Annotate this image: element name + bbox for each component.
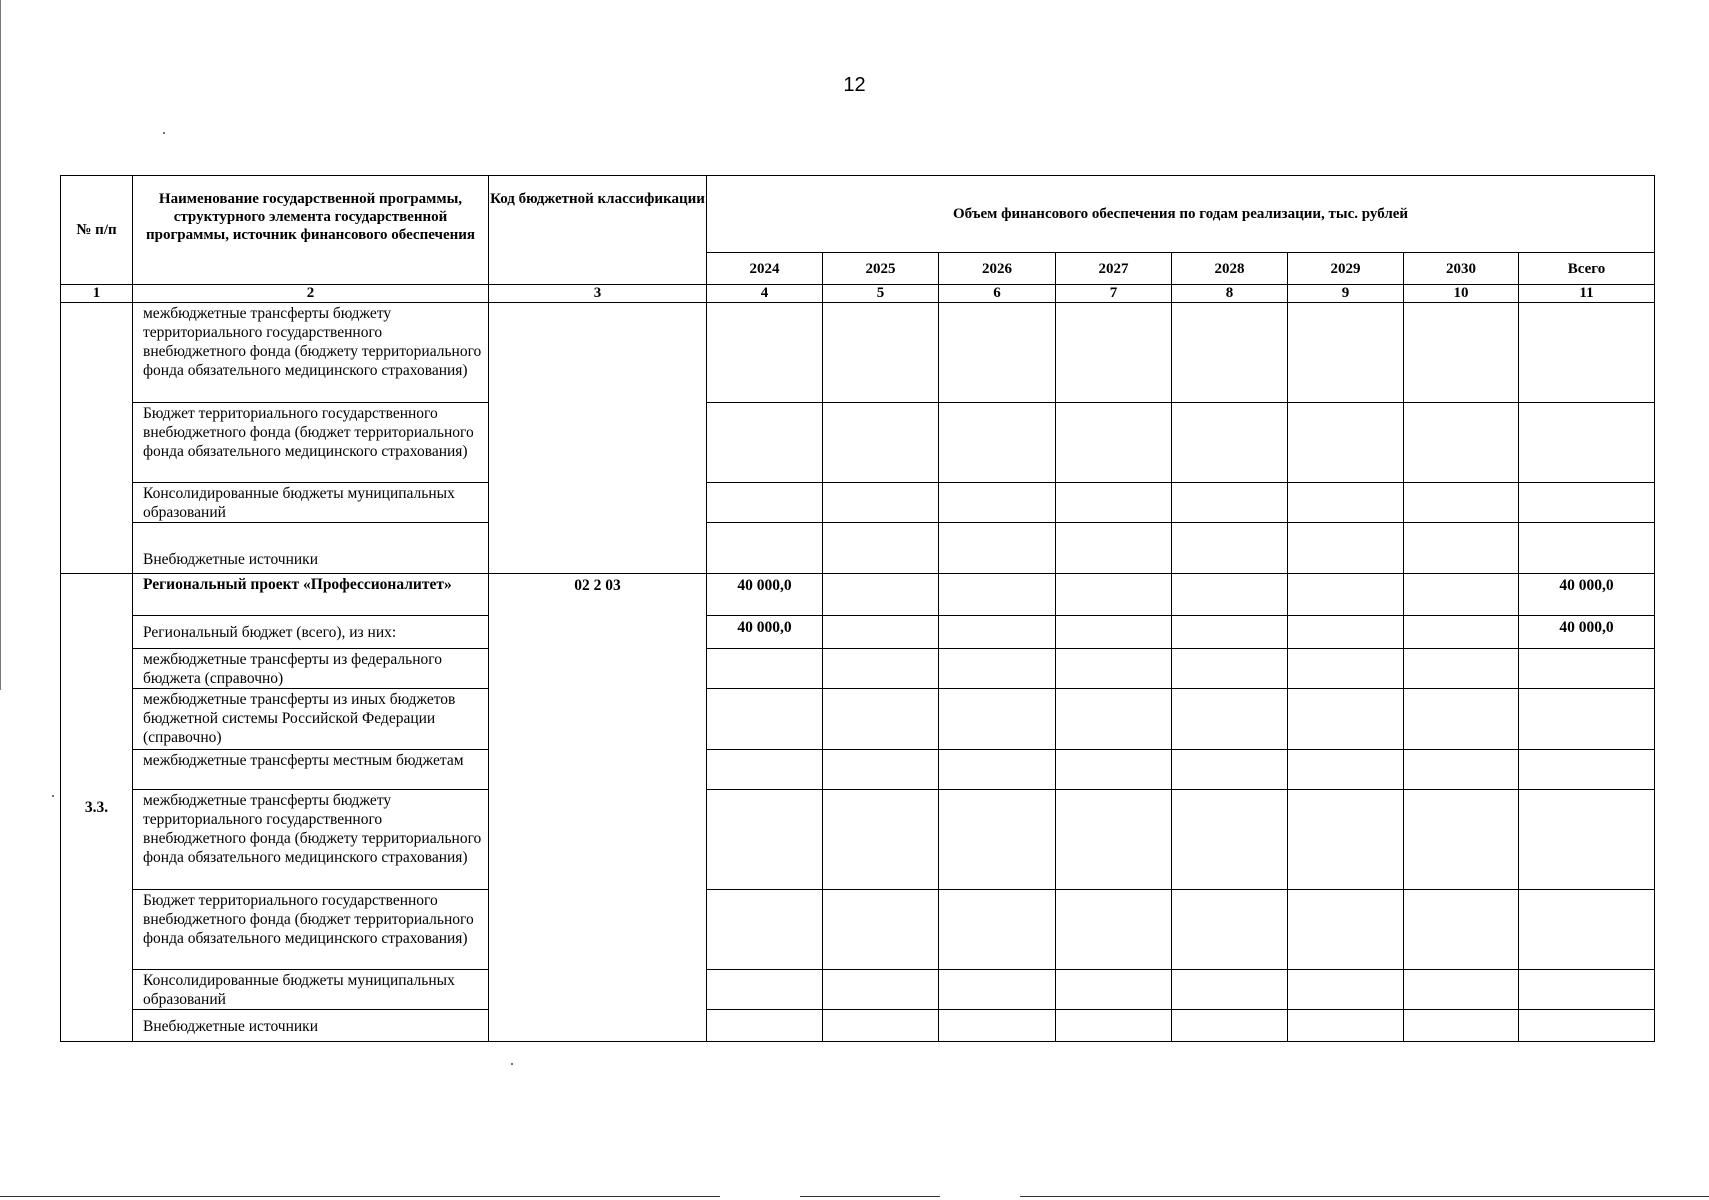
- scan-bottom-line: [1020, 1196, 1709, 1197]
- row-label: Консолидированные бюджеты муниципальных образований: [133, 970, 489, 1010]
- header-year: 2026: [939, 253, 1056, 285]
- code-cell: [489, 303, 707, 574]
- column-number: 10: [1404, 285, 1519, 303]
- column-number: 4: [707, 285, 823, 303]
- table-row: [61, 483, 1655, 523]
- page-number: 12: [843, 74, 866, 96]
- row-label: межбюджетные трансферты местным бюджетам: [133, 750, 489, 790]
- table-row: [61, 1010, 1655, 1042]
- header-code: Код бюджетной классификации: [489, 176, 707, 285]
- table-row: [61, 970, 1655, 1010]
- table-row: [61, 523, 1655, 574]
- row-label: Внебюджетные источники: [133, 1010, 489, 1042]
- row-number: 3.3.: [61, 574, 133, 1042]
- value-2024: 40 000,0: [707, 616, 823, 649]
- scan-speck: [511, 1063, 513, 1065]
- scan-bottom-line: [800, 1196, 940, 1197]
- value-2024: 40 000,0: [707, 574, 823, 616]
- financing-table: [60, 175, 1655, 1042]
- value-total: 40 000,0: [1519, 616, 1655, 649]
- column-number: 5: [823, 285, 939, 303]
- value-total: 40 000,0: [1519, 574, 1655, 616]
- header-year: 2029: [1288, 253, 1404, 285]
- row-label: межбюджетные трансферты из иных бюджетов бюджетной системы Российской Федерации (справочно): [133, 689, 489, 750]
- row-label: Консолидированные бюджеты муниципальных образований: [133, 483, 489, 523]
- column-number: 1: [61, 285, 133, 303]
- column-number: 8: [1172, 285, 1288, 303]
- scan-edge-line: [0, 0, 1, 690]
- row-label: Бюджет территориального государственного внебюджетного фонда (бюджет территориального фонда обязательного медицинского страхования): [133, 890, 489, 970]
- column-number: 9: [1288, 285, 1404, 303]
- table-row: [61, 574, 1655, 616]
- header-number: № п/п: [61, 176, 133, 285]
- header-volume: Объем финансового обеспечения по годам реализации, тыс. рублей: [707, 176, 1655, 253]
- column-number: 3: [489, 285, 707, 303]
- scan-speck: [52, 795, 54, 797]
- header-row: [61, 176, 1655, 253]
- row-label: межбюджетные трансферты из федерального бюджета (справочно): [133, 649, 489, 689]
- table-row: [61, 790, 1655, 890]
- header-total: Всего: [1519, 253, 1655, 285]
- row-number-cell: [61, 303, 133, 574]
- column-number: 2: [133, 285, 489, 303]
- header-year: 2027: [1056, 253, 1172, 285]
- row-label: Внебюджетные источники: [133, 523, 489, 574]
- scan-bottom-line: [0, 1196, 720, 1197]
- header-name: Наименование государственной программы, структурного элемента государственной программы, источник финансового обеспечения: [133, 176, 489, 285]
- column-number-row: [61, 285, 1655, 303]
- row-label: Бюджет территориального государственного внебюджетного фонда (бюджет территориального фонда обязательного медицинского страхования): [133, 403, 489, 483]
- column-number: 7: [1056, 285, 1172, 303]
- scan-speck: [163, 132, 165, 134]
- row-label: межбюджетные трансферты бюджету территориального государственного внебюджетного фонда (бюджету территориального фонда обязательного медицинского страхования): [133, 303, 489, 403]
- table-row: [61, 403, 1655, 483]
- table-row: [61, 303, 1655, 403]
- header-year: 2024: [707, 253, 823, 285]
- budget-code: 02 2 03: [489, 574, 707, 1042]
- header-year: 2028: [1172, 253, 1288, 285]
- table-row: [61, 750, 1655, 790]
- column-number: 6: [939, 285, 1056, 303]
- table-row: [61, 649, 1655, 689]
- row-label: межбюджетные трансферты бюджету территориального государственного внебюджетного фонда (бюджету территориального фонда обязательного медицинского страхования): [133, 790, 489, 890]
- table-row: [61, 689, 1655, 750]
- row-label: Региональный бюджет (всего), из них:: [133, 616, 489, 649]
- header-year: 2030: [1404, 253, 1519, 285]
- header-year: 2025: [823, 253, 939, 285]
- table-row: [61, 890, 1655, 970]
- row-label: Региональный проект «Профессионалитет»: [133, 574, 489, 616]
- table-row: [61, 616, 1655, 649]
- column-number: 11: [1519, 285, 1655, 303]
